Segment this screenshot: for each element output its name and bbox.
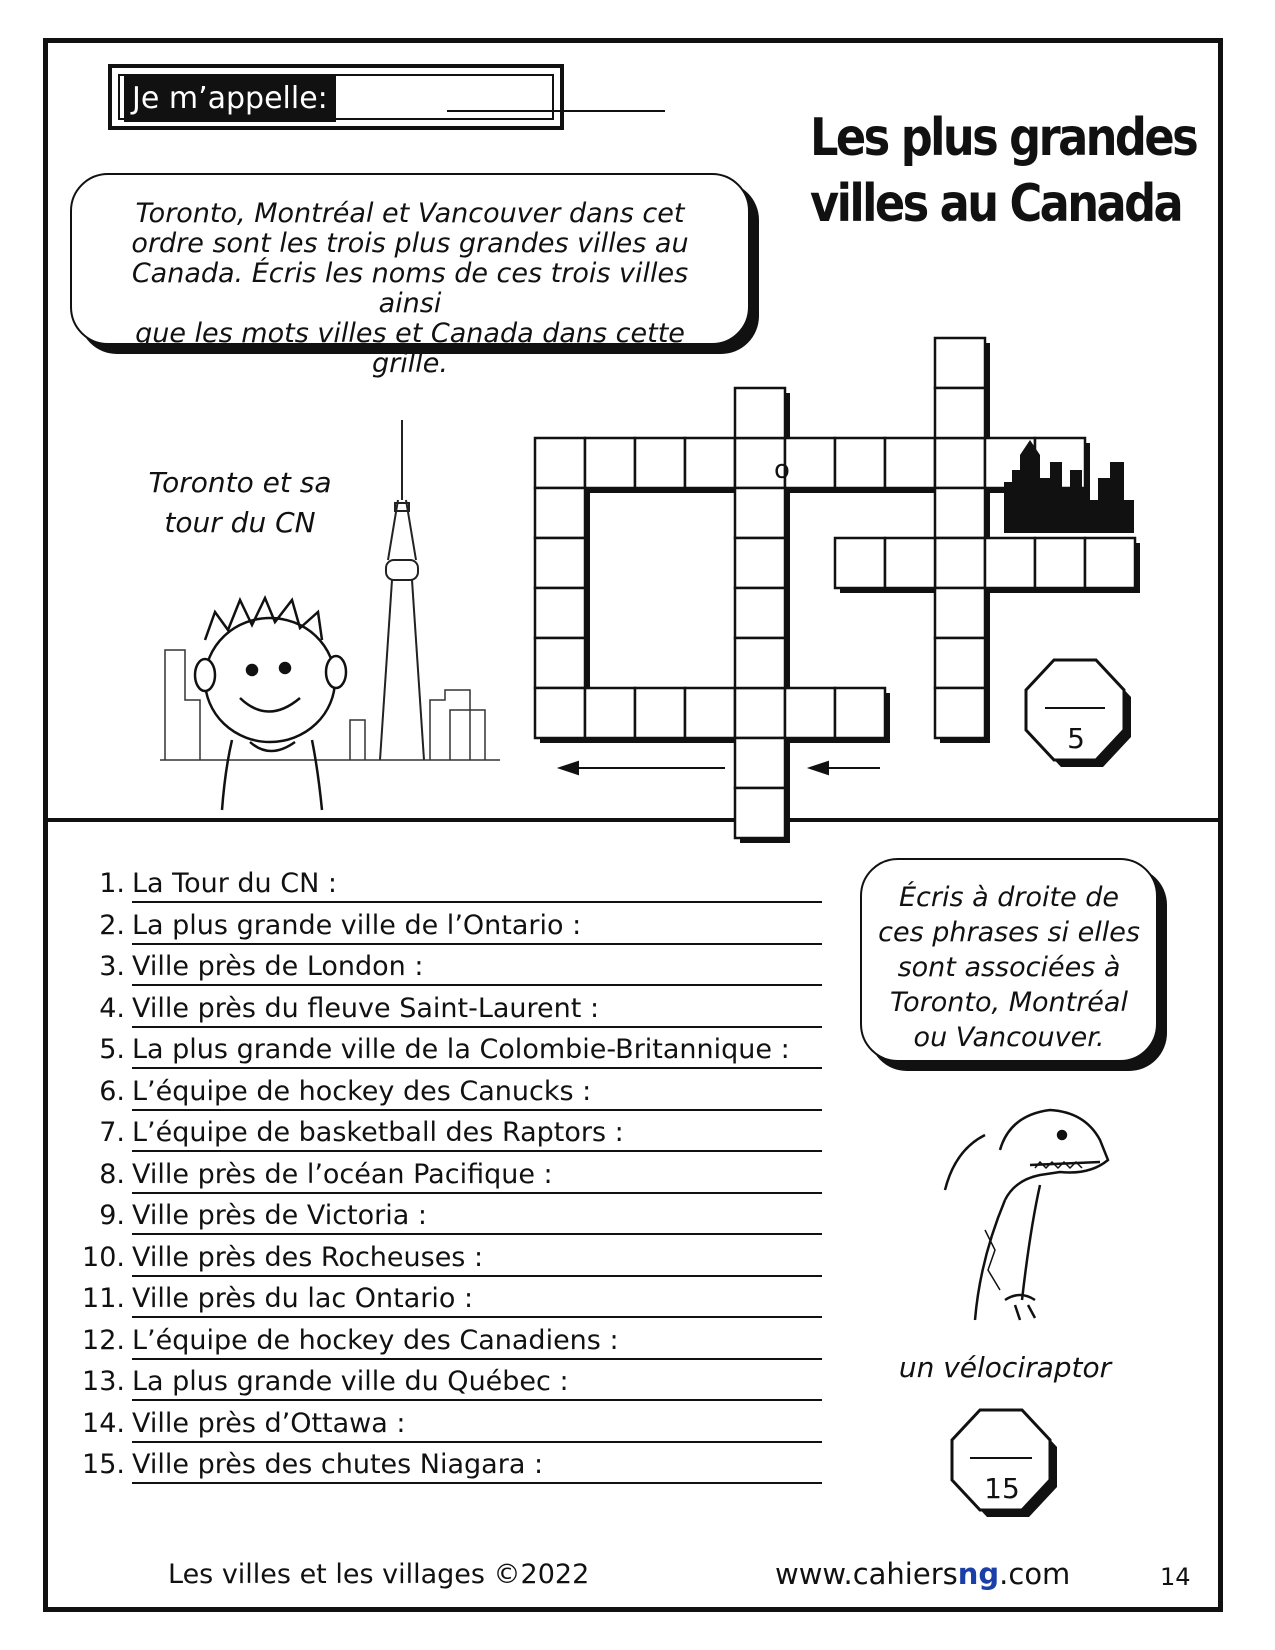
question-row	[80, 1032, 840, 1072]
question-text: Ville près des chutes Niagara :	[132, 1449, 544, 1480]
crossword-cell[interactable]	[935, 488, 985, 538]
question-number: 7.	[99, 1117, 125, 1148]
question-number: 8.	[99, 1158, 125, 1190]
crossword-cell[interactable]	[685, 688, 735, 738]
direction-arrows	[560, 762, 880, 774]
velociraptor-illustration	[945, 1110, 1108, 1320]
toronto-caption-line-2: tour du CN	[164, 506, 316, 539]
classification-line-4: Toronto, Montréal	[890, 987, 1128, 1018]
crossword-cell[interactable]	[835, 538, 885, 588]
footer-url-part-c: .com	[999, 1557, 1071, 1591]
word-canada: Canada	[430, 318, 534, 349]
question-row	[80, 1198, 840, 1238]
instructions-line-2: ordre sont les trois plus grandes villes au	[131, 228, 689, 259]
question-text: L’équipe de hockey des Canucks :	[132, 1075, 592, 1107]
question-number: 10.	[82, 1241, 125, 1273]
question-number: 1.	[99, 868, 125, 899]
footer-url-part-b: ng	[957, 1557, 1000, 1591]
crossword-given-letter: o	[774, 455, 790, 485]
footer-url-part-a: www.cahiers	[775, 1557, 958, 1591]
classification-line-2: ces phrases si elles	[878, 917, 1140, 948]
answer-line[interactable]	[132, 1026, 822, 1028]
instructions-text-b: et	[386, 318, 431, 349]
question-row	[80, 1157, 840, 1197]
question-text: La plus grande ville de la Colombie-Britannique :	[132, 1034, 790, 1065]
question-number: 5.	[99, 1034, 125, 1065]
instructions-text-a: que les mots	[135, 318, 318, 349]
question-row	[80, 1115, 840, 1155]
footer-url[interactable]	[775, 1557, 1070, 1591]
crossword-cell[interactable]	[1035, 538, 1085, 588]
question-row	[80, 1447, 840, 1487]
answer-line[interactable]	[132, 1358, 822, 1360]
crossword-cell[interactable]	[785, 688, 835, 738]
question-text: La plus grande ville du Québec :	[132, 1366, 569, 1397]
question-text: Ville près de l’océan Pacifique :	[132, 1158, 553, 1190]
crossword-cell[interactable]	[935, 538, 985, 588]
answer-line[interactable]	[132, 943, 822, 945]
question-number: 15.	[82, 1449, 125, 1480]
answer-line[interactable]	[132, 1192, 822, 1194]
crossword-cell[interactable]	[535, 588, 585, 638]
answer-line[interactable]	[132, 1441, 822, 1443]
answer-line[interactable]	[132, 1482, 822, 1484]
question-text: Ville près de Victoria :	[132, 1200, 427, 1231]
instructions-text-c: dans cette grille.	[372, 318, 685, 379]
question-text: Ville près du fleuve Saint-Laurent :	[132, 992, 600, 1024]
question-row	[80, 1406, 840, 1446]
answer-line[interactable]	[132, 1233, 822, 1235]
answer-line[interactable]	[132, 1275, 822, 1277]
crossword-cell[interactable]	[835, 438, 885, 488]
crossword-cell[interactable]	[735, 388, 785, 438]
score-top-value: 5	[1067, 722, 1085, 755]
instructions-line-3: Canada. Écris les noms de ces trois villes ainsi	[131, 258, 689, 319]
title-line-1: Les plus grandes	[810, 108, 1197, 168]
question-number: 6.	[99, 1075, 125, 1107]
crossword-cell[interactable]	[935, 688, 985, 738]
classification-line-1: Écris à droite de	[898, 882, 1120, 913]
toronto-caption-line-1: Toronto et sa	[148, 466, 332, 499]
boy-illustration	[195, 598, 346, 810]
question-number: 3.	[99, 951, 125, 982]
classification-bubble	[860, 858, 1158, 1062]
question-row	[80, 1323, 840, 1363]
instructions-line-1: Toronto, Montréal et Vancouver dans cet	[135, 198, 685, 229]
crossword-cell[interactable]	[535, 638, 585, 688]
crossword-cell[interactable]	[885, 438, 935, 488]
question-row	[80, 1240, 840, 1280]
crossword-cell[interactable]	[935, 388, 985, 438]
crossword-cell[interactable]	[935, 338, 985, 388]
crossword-cell[interactable]	[1085, 538, 1135, 588]
page-number: 14	[1160, 1563, 1191, 1591]
answer-line[interactable]	[132, 1067, 822, 1069]
crossword-cell[interactable]	[535, 538, 585, 588]
question-row	[80, 1281, 840, 1321]
cn-tower-illustration	[380, 420, 424, 760]
answer-line[interactable]	[132, 901, 822, 903]
crossword-cell[interactable]	[635, 438, 685, 488]
crossword-cell[interactable]	[535, 438, 585, 488]
question-text: L’équipe de basketball des Raptors :	[132, 1117, 624, 1148]
footer-copyright: Les villes et les villages ©2022	[168, 1559, 590, 1590]
question-number: 11.	[82, 1283, 125, 1314]
crossword-cell[interactable]	[735, 788, 785, 838]
question-row	[80, 949, 840, 989]
crossword-cell[interactable]	[535, 688, 585, 738]
crossword-cell[interactable]	[635, 688, 685, 738]
crossword-cell[interactable]	[735, 738, 785, 788]
crossword-cell[interactable]	[935, 638, 985, 688]
question-number: 2.	[99, 909, 125, 941]
answer-line[interactable]	[132, 1109, 822, 1111]
crossword-cell[interactable]	[735, 538, 785, 588]
question-number: 9.	[99, 1200, 125, 1231]
crossword-cell[interactable]	[935, 438, 985, 488]
question-text: La plus grande ville de l’Ontario :	[132, 909, 582, 941]
answer-line[interactable]	[132, 1316, 822, 1318]
crossword-cell[interactable]	[535, 488, 585, 538]
crossword-cell[interactable]	[585, 688, 635, 738]
crossword-cell[interactable]	[585, 438, 635, 488]
crossword-cell[interactable]	[835, 688, 885, 738]
classification-line-3: sont associées à	[897, 952, 1121, 983]
name-label: Je m’appelle:	[124, 76, 336, 122]
crossword-cell[interactable]	[735, 588, 785, 638]
question-text: L’équipe de hockey des Canadiens :	[132, 1324, 619, 1356]
question-text: Ville près d’Ottawa :	[132, 1407, 406, 1439]
question-number: 4.	[99, 992, 125, 1024]
question-row	[80, 1364, 840, 1404]
question-text: Ville près des Rocheuses :	[132, 1241, 484, 1273]
crossword-cell[interactable]	[935, 588, 985, 638]
question-row	[80, 1074, 840, 1114]
question-number: 14.	[82, 1407, 125, 1439]
answer-line[interactable]	[132, 1399, 822, 1401]
crossword-cell[interactable]	[735, 688, 785, 738]
title-line-2: villes au Canada	[810, 174, 1182, 234]
answer-line[interactable]	[132, 984, 822, 986]
question-text: Ville près du lac Ontario :	[132, 1283, 474, 1314]
question-text: La Tour du CN :	[132, 868, 337, 899]
crossword-cell[interactable]	[985, 538, 1035, 588]
crossword-cell[interactable]	[685, 438, 735, 488]
crossword-cell[interactable]	[885, 538, 935, 588]
question-row	[80, 991, 840, 1031]
classification-line-5: ou Vancouver.	[913, 1022, 1105, 1053]
score-bottom-value: 15	[984, 1472, 1020, 1505]
question-row	[80, 908, 840, 948]
question-row	[80, 866, 840, 906]
question-number: 13.	[82, 1366, 125, 1397]
question-text: Ville près de London :	[132, 951, 424, 982]
crossword-cell[interactable]	[735, 488, 785, 538]
answer-line[interactable]	[132, 1150, 822, 1152]
word-villes: villes	[317, 318, 387, 349]
velociraptor-caption: un vélociraptor	[898, 1351, 1112, 1384]
question-number: 12.	[82, 1324, 125, 1356]
crossword-cell[interactable]	[735, 638, 785, 688]
